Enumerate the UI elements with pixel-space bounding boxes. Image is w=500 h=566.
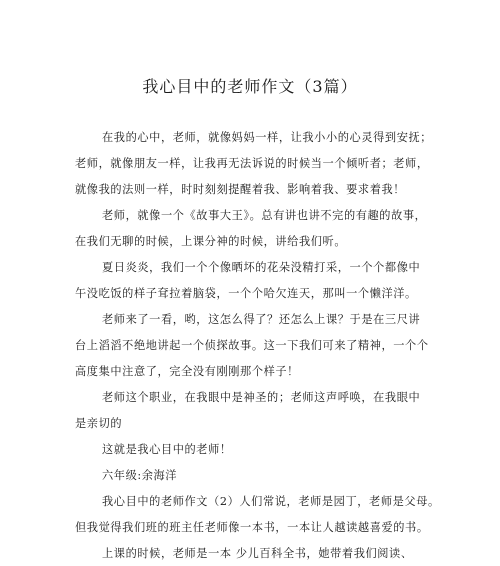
author-line: 六年级:余海洋 (102, 469, 178, 482)
body-line: 就像我的法则一样，时时刻刻提醒着我、影响着我、要求着我！ (75, 183, 406, 196)
body-line: 是亲切的 (75, 417, 123, 430)
body-line: 高度集中注意了，完全没有刚刚那个样子！ (75, 365, 299, 378)
body-line: 台上滔滔不绝地讲起一个侦探故事。这一下我们可来了精神，一个个 (75, 339, 429, 352)
body-line: 老师，就像一个《故事大王》。总有讲也讲不完的有趣的故事， (102, 209, 427, 222)
document-title: 我心目中的老师作文（3篇） (142, 77, 358, 96)
body-line: 在我们无聊的时候，上课分神的时候，讲给我们听。 (75, 235, 347, 248)
body-line: 上课的时候，老师是一本 少儿百科全书，她带着我们阅读、 (102, 547, 413, 560)
body-line: 这就是我心目中的老师！ (102, 443, 232, 456)
body-line: 但我觉得我们班的班主任老师像一本书，一本让人越读越喜爱的书。 (75, 521, 429, 534)
body-line: 夏日炎炎，我们一个个像晒坏的花朵没精打采，一个个都像中 (102, 261, 421, 274)
body-line: 在我的心中，老师，就像妈妈一样，让我小小的心灵得到安抚； (102, 131, 433, 144)
body-line: 老师，就像朋友一样，让我再无法诉说的时候当一个倾听者；老师， (75, 157, 429, 170)
body-line: 我心目中的老师作文（2）人们常说，老师是园丁，老师是父母。 (102, 495, 440, 508)
body-line: 老师来了一看，哟，这怎么得了？还怎么上课？于是在三尺讲 (102, 313, 421, 326)
body-line: 老师这个职业，在我眼中是神圣的；老师这声呼唤，在我眼中 (102, 391, 421, 404)
body-line: 午没吃饭的样子耷拉着脑袋，一个个哈欠连天，那叫一个懒洋洋。 (75, 287, 417, 300)
